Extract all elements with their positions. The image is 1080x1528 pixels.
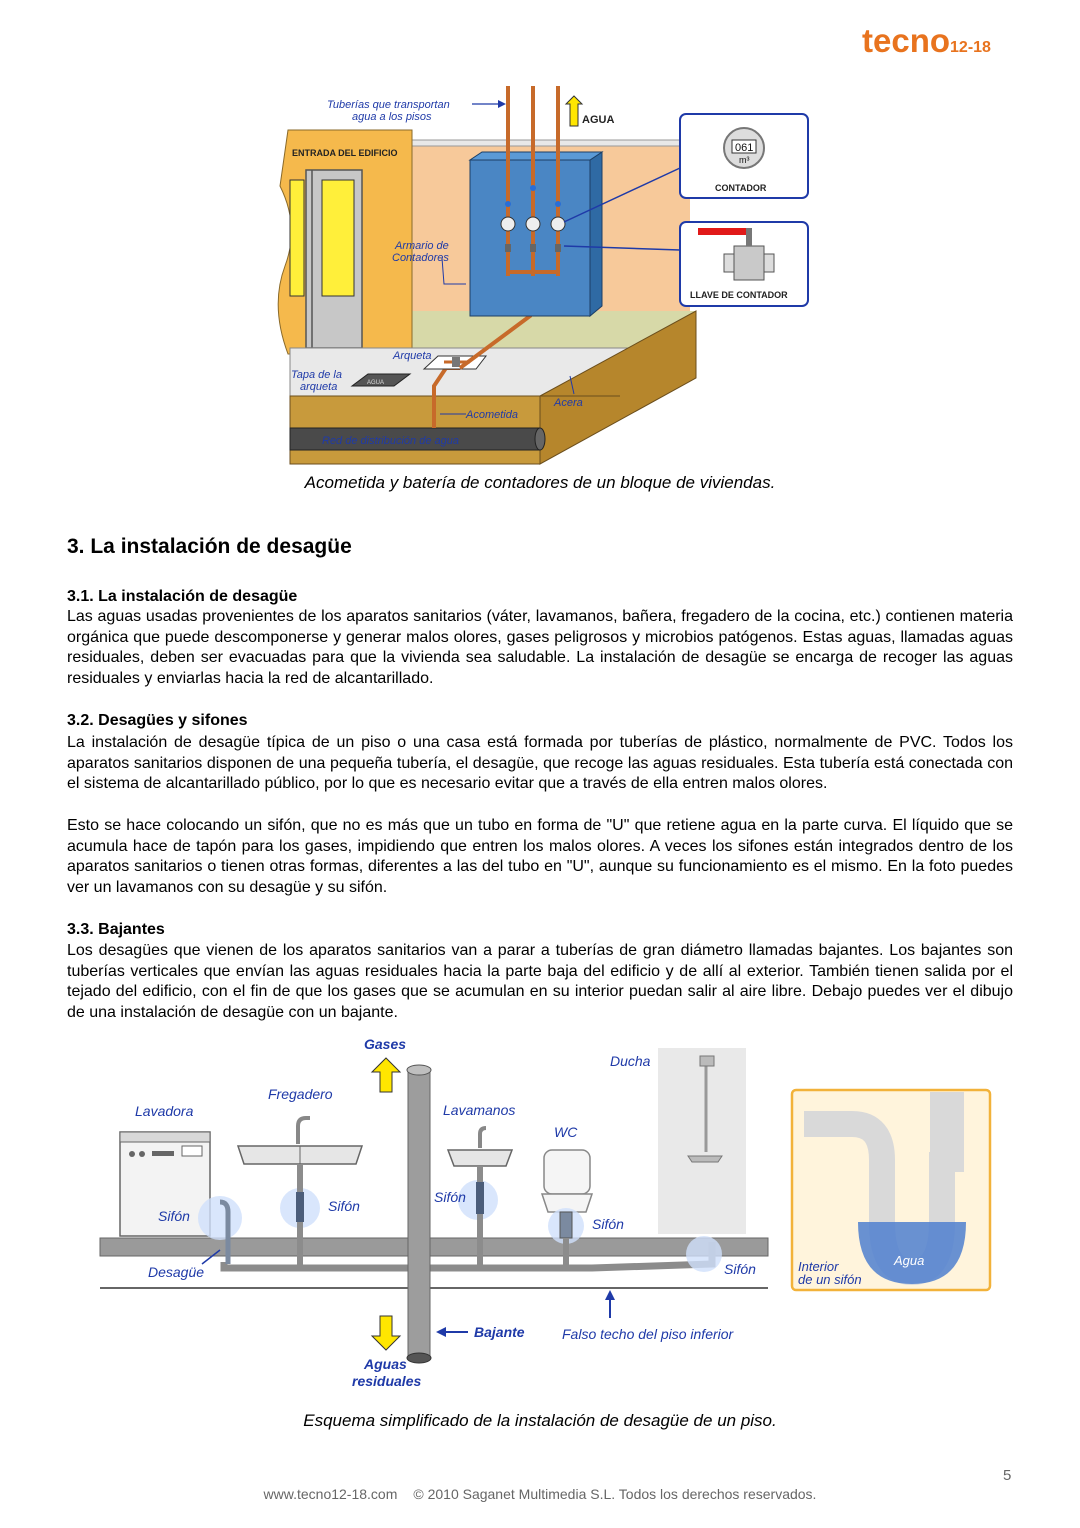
logo-main-text: tecno — [862, 22, 951, 59]
subsection-1-text: Las aguas usadas provenientes de los aparatos sanitarios (váter, lavamanos, bañera, fregadero de la cocina, etc.) contienen materia orgánica que puede descomponerse y generar malos olores, gases peligrosos y microbios patógenos. Estas aguas, llamadas aguas residuales, deben ser evacuadas para que la vivienda sea saludable. La instalación de desagüe se encarga de recoger las aguas residuales y enviarlas hacia la red de alcantarillado. — [67, 608, 1013, 687]
meter-illustration — [260, 86, 820, 470]
subsection-2-text-2: Esto se hace colocando un sifón, que no es más que un tubo en forma de "U" que retiene agua en la parte curva. El líquido que se acumula hace de tapón para los gases, impidiendo que entren los malos olores. A veces los sifones están integrados dentro de los aparatos sanitarios o tienen otras formas, diferentes a las del tubo en "U", aunque su funcionamiento es el mismo. En la foto puedes ver un lavamanos con su desagüe y su sifón. — [67, 817, 1013, 896]
label-box: Arqueta — [393, 350, 432, 362]
label-inside-line1: Interior — [798, 1259, 839, 1274]
label-shower: Ducha — [610, 1053, 651, 1069]
brand-logo — [862, 22, 991, 60]
cabinet-top — [470, 152, 602, 160]
label-ceiling: Falso techo del piso inferior — [562, 1326, 734, 1342]
subsection-2-title: 3.2. Desagües y sifones — [67, 712, 248, 729]
label-network: Red de distribución de agua — [322, 435, 459, 447]
cabinet-meter-3 — [551, 217, 565, 231]
water-arrow-icon — [566, 96, 582, 126]
label-drain: Desagüe — [148, 1264, 205, 1280]
subsection-1-title: 3.1. La instalación de desagüe — [67, 588, 298, 605]
label-pipes-line2: agua a los pisos — [352, 111, 432, 123]
subsection-2-text-1: La instalación de desagüe típica de un piso o una casa está formada por tuberías de plástico, normalmente de PVC. Todos los aparatos sanitarios disponen de una pequeña tubería, el desagüe, que recoge las aguas residuales. Esta tubería está conectada con el sistema de alcantarillado público, por lo que es necesario evitar que a través de ella entren malos olores. — [67, 734, 1013, 793]
washing-machine-panel — [120, 1132, 210, 1142]
label-sidewalk: Acera — [554, 397, 583, 409]
label-lid-line2: arqueta — [300, 381, 338, 393]
label-trap-washer: Sifón — [158, 1208, 190, 1224]
cabinet-valve-1 — [505, 201, 511, 207]
cabinet-meter-1 — [501, 217, 515, 231]
label-trap-basin: Sifón — [434, 1189, 466, 1205]
cabinet-fitting-1 — [505, 244, 511, 252]
pointer-ceiling-head — [605, 1290, 615, 1300]
label-gases: Gases — [364, 1036, 407, 1052]
washer-knob-1 — [129, 1151, 135, 1157]
cabinet-valve-2 — [530, 185, 536, 191]
shower-head-icon — [700, 1056, 714, 1066]
water-network-pipe-end — [535, 428, 545, 450]
trap-highlight-shower — [686, 1236, 722, 1272]
subsection-3-text: Los desagües que vienen de los aparatos sanitarios van a parar a tuberías de gran diámetro llamadas bajantes. Los bajantes son tuberías verticales que envían las aguas residuales hacia la parte baja del edificio y de allí al exterior. También tienen salida por el tejado del edificio, con el fin de que los gases que se acumulan en su interior puedan salir al aire libre. Debajo puedes ver el dibujo de una instalación de desagüe con un bajante. — [67, 942, 1013, 1021]
meter-cabinet — [470, 160, 590, 316]
wall-top — [410, 140, 696, 146]
cabinet-side — [590, 152, 602, 316]
label-trap-wc: Sifón — [592, 1216, 624, 1232]
figure2-caption: Esquema simplificado de la instalación de desagüe de un piso. — [303, 1411, 777, 1430]
subsection-3-title: 3.3. Bajantes — [67, 921, 165, 938]
meter-unit-text: m³ — [739, 155, 750, 165]
page-number: 5 — [1003, 1467, 1012, 1484]
label-trap-water: Agua — [894, 1253, 925, 1268]
pointer-pipes-head — [498, 100, 506, 108]
label-wc: WC — [554, 1124, 578, 1140]
label-inside-line2: de un sifón — [798, 1272, 862, 1287]
washer-drawer — [182, 1146, 202, 1156]
label-entrance: ENTRADA DEL EDIFICIO — [292, 148, 398, 158]
floor-slab — [100, 1238, 768, 1256]
waste-arrow-icon — [372, 1316, 400, 1350]
label-valve: LLAVE DE CONTADOR — [690, 290, 788, 300]
label-cabinet-line2: Contadores — [392, 252, 449, 264]
sink-faucet-icon — [298, 1118, 310, 1144]
downpipe — [408, 1070, 430, 1358]
valve-handle-icon — [698, 228, 750, 235]
meter-reading-text: 061 — [735, 142, 754, 154]
washer-knob-2 — [139, 1151, 145, 1157]
shower-mixer-icon — [688, 1156, 722, 1162]
footer-website[interactable]: www.tecno12-18.com — [263, 1486, 398, 1502]
label-downpipe: Bajante — [474, 1324, 525, 1340]
arqueta-valve-body — [452, 357, 460, 367]
lid-plate-text: AGUA — [367, 380, 385, 386]
door-glass-right — [322, 180, 354, 296]
label-sink: Fregadero — [268, 1086, 333, 1102]
section-title: 3. La instalación de desagüe — [67, 535, 352, 558]
label-lid-line1: Tapa de la — [291, 369, 342, 381]
door-glass-left — [290, 180, 304, 296]
basin-faucet-icon — [480, 1128, 486, 1148]
cabinet-meter-2 — [526, 217, 540, 231]
wc-tank — [544, 1150, 590, 1194]
footer-copyright: © 2010 Saganet Multimedia S.L. Todos los derechos reservados. — [413, 1486, 817, 1502]
gases-arrow-icon — [372, 1058, 400, 1092]
cabinet-fitting-2 — [530, 244, 536, 252]
cabinet-fitting-3 — [555, 244, 561, 252]
label-meter: CONTADOR — [715, 183, 767, 193]
label-waste-line1: Aguas — [364, 1356, 407, 1372]
cabinet-valve-3 — [555, 201, 561, 207]
label-trap-sink: Sifón — [328, 1198, 360, 1214]
label-waste-line2: residuales — [352, 1373, 422, 1389]
page-footer — [0, 1486, 1080, 1502]
label-basins: Lavamanos — [443, 1102, 516, 1118]
wc-trap — [560, 1212, 572, 1238]
label-pipes-line1: Tuberías que transportan — [327, 99, 450, 111]
label-washer: Lavadora — [135, 1103, 194, 1119]
label-trap-shower: Sifón — [724, 1261, 756, 1277]
sink-trap — [296, 1192, 304, 1222]
pointer-downpipe-head — [436, 1327, 446, 1337]
label-service-pipe: Acometida — [466, 409, 518, 421]
basin-trap — [476, 1182, 484, 1214]
trap-pipe-right — [930, 1092, 964, 1172]
valve-pipe-left — [724, 254, 734, 272]
valve-stem — [746, 228, 752, 246]
figure1-caption: Acometida y batería de contadores de un bloque de viviendas. — [304, 473, 776, 492]
logo-sub-text: 12-18 — [950, 39, 991, 56]
downpipe-top — [407, 1065, 431, 1075]
shower-wall — [658, 1048, 746, 1234]
drainage-diagram — [92, 1032, 1002, 1400]
valve-pipe-right — [764, 254, 774, 272]
label-cabinet-line1: Armario de — [395, 240, 449, 252]
downpipe-bottom — [407, 1353, 431, 1363]
valve-body-icon — [734, 246, 764, 280]
label-water: AGUA — [582, 114, 615, 126]
wash-basin — [448, 1150, 512, 1166]
washer-display — [152, 1151, 174, 1156]
